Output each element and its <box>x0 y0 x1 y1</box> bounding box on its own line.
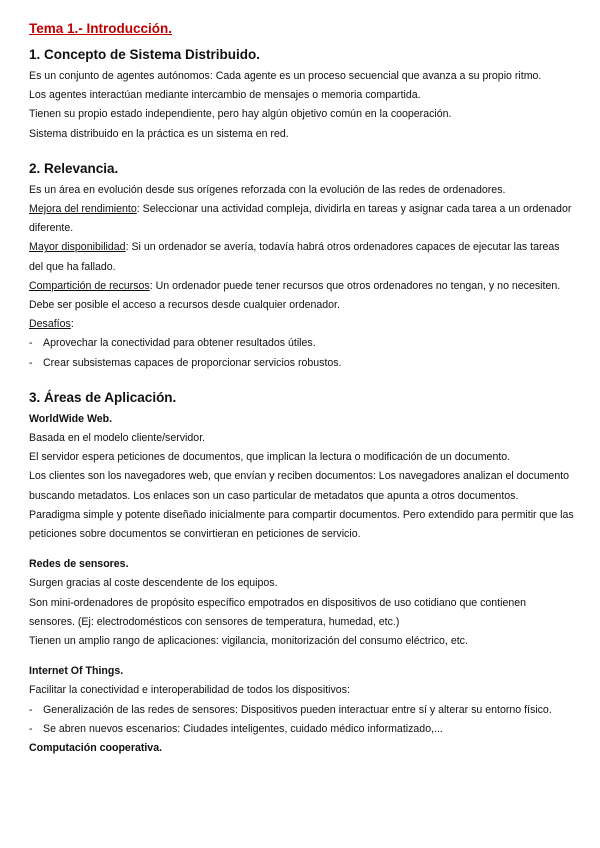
relevance-text: : Seleccionar una actividad compleja, dividirla en tareas y asignar cada tarea a un ordenador diferente. <box>29 203 572 235</box>
section-1-line: Es un conjunto de agentes autónomos: Cada agente es un proceso secuencial que avanza a su propio ritmo. <box>29 70 542 82</box>
relevance-item <box>29 200 574 238</box>
bullet-dash: - <box>29 337 33 350</box>
sensors-line: Surgen gracias al coste descendente de los equipos. <box>29 577 278 590</box>
subsection-title-coop: Computación cooperativa. <box>29 742 163 755</box>
www-line: El servidor espera peticiones de documentos, que implican la lectura o modificación de un documento. <box>29 451 511 464</box>
relevance-item <box>29 277 574 315</box>
relevance-term: Mejora del rendimiento <box>29 203 137 216</box>
section-2-heading: 2. Relevancia. <box>29 160 119 176</box>
subsection-title-www: WorldWide Web. <box>29 412 113 425</box>
list-item <box>29 334 574 353</box>
sensors-line: Son mini-ordenadores de propósito específico empotrados en dispositivos de uso cotidiano que contienen sensores. (Ej: electrodomésticos con sensores de temperatura, humedad, etc.) <box>29 596 527 628</box>
list-item-text: Se abren nuevos escenarios: Ciudades inteligentes, cuidado médico informatizado,... <box>43 722 443 735</box>
www-line: Paradigma simple y potente diseñado inicialmente para compartir documentos. Pero extendido para permitir que las peticiones sobre documentos se convirtieran en peticiones de servicio. <box>29 508 574 541</box>
relevance-text: : Si un ordenador se avería, todavía habrá otros ordenadores capaces de ejecutar las tareas del que ha fallado. <box>29 241 560 273</box>
section-1-heading: 1. Concepto de Sistema Distribuido. <box>29 47 261 62</box>
relevance-text: : Un ordenador puede tener recursos que otros ordenadores no tengan, y no necesiten. Debe ser posible el acceso a recursos desde cualquier ordenador. <box>29 279 561 312</box>
bullet-dash: - <box>29 722 33 735</box>
list-item <box>29 354 574 373</box>
list-item-text: Crear subsistemas capaces de proporcionar servicios robustos. <box>43 356 342 369</box>
relevance-term: Mayor disponibilidad <box>29 241 126 254</box>
list-item-text: Generalización de las redes de sensores: Dispositivos pueden interactuar entre sí y alterar su entorno físico. <box>43 703 552 716</box>
relevance-term: Compartición de recursos <box>29 279 150 292</box>
bullet-dash: - <box>29 356 33 369</box>
iot-intro: Facilitar la conectividad e interoperabilidad de todos los dispositivos: <box>29 684 350 697</box>
relevance-text: : <box>70 318 74 331</box>
list-item <box>29 720 574 739</box>
relevance-item <box>29 238 574 276</box>
document-title: Tema 1.- Introducción. <box>29 21 173 36</box>
www-line: Basada en el modelo cliente/servidor. <box>29 432 206 445</box>
relevance-item <box>29 315 574 334</box>
relevance-term: Desafíos <box>29 318 71 331</box>
section-3-heading: 3. Áreas de Aplicación. <box>29 389 177 405</box>
section-1-line: Sistema distribuido en la práctica es un sistema en red. <box>29 127 289 140</box>
list-item-text: Aprovechar la conectividad para obtener resultados útiles. <box>43 337 316 350</box>
section-2-intro: Es un área en evolución desde sus orígenes reforzada con la evolución de las redes de ordenadores. <box>29 183 506 196</box>
subsection-title-sensors: Redes de sensores. <box>29 558 129 571</box>
www-line: Los clientes son los navegadores web, que envían y reciben documentos: Los navegadores analizan el documento buscando metadatos. Los enlaces son un caso particular de metadatos que apunta a otros documentos. <box>29 470 570 502</box>
sensors-line: Tienen un amplio rango de aplicaciones: vigilancia, monitorización del consumo eléctrico, etc. <box>29 635 468 648</box>
subsection-title-iot: Internet Of Things. <box>29 665 124 678</box>
list-item <box>29 701 574 720</box>
section-1-line: Tienen su propio estado independiente, pero hay algún objetivo común en la cooperación. <box>29 108 452 121</box>
document-page <box>29 20 574 758</box>
bullet-dash: - <box>29 703 33 716</box>
section-1-line: Los agentes interactúan mediante intercambio de mensajes o memoria compartida. <box>29 89 421 102</box>
